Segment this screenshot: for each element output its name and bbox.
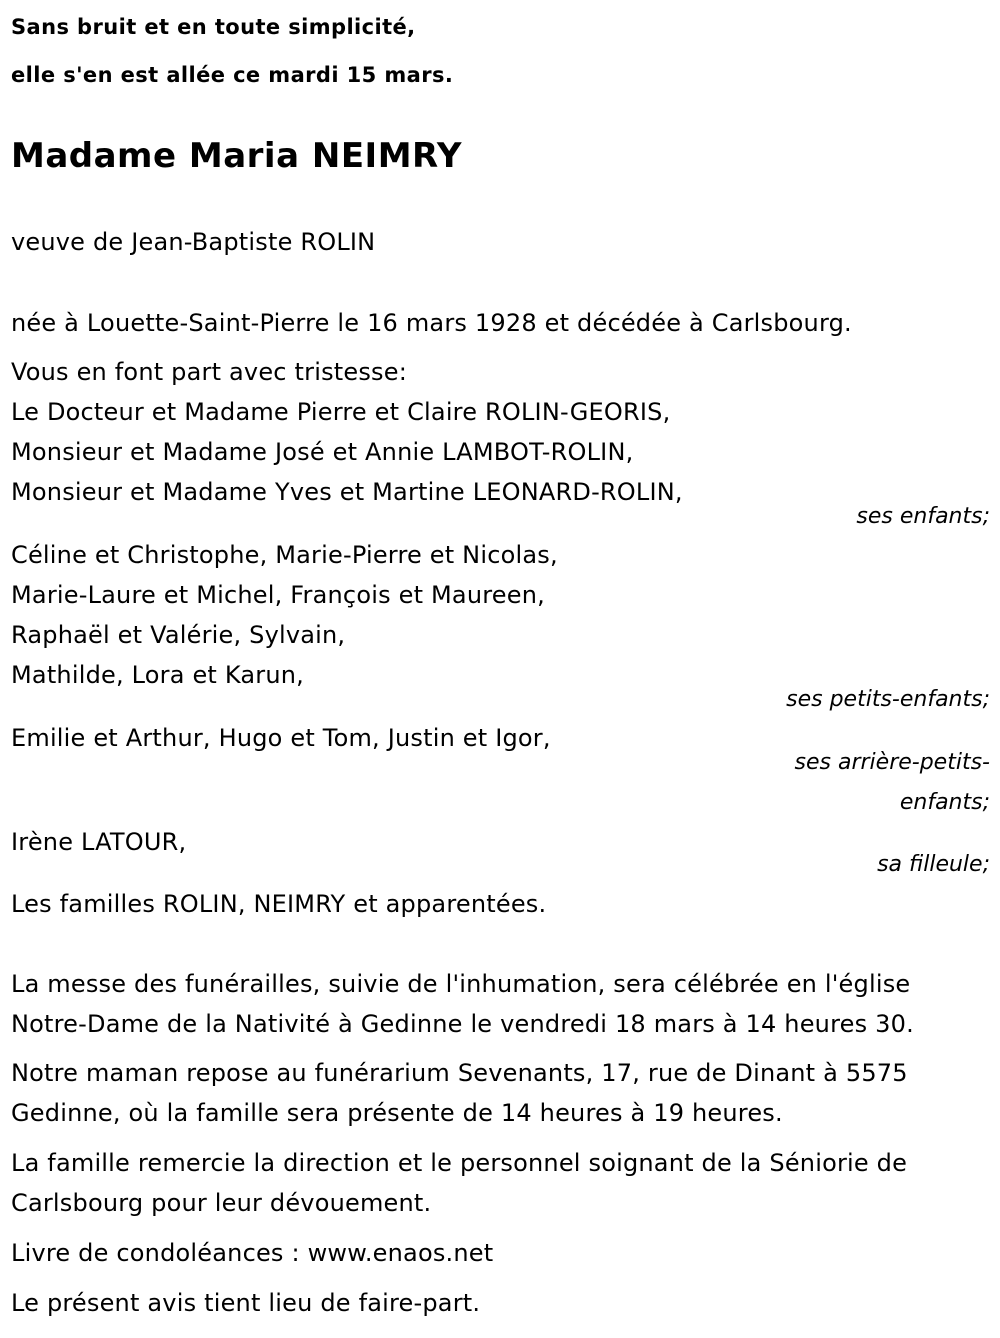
grandchild-line: Mathilde, Lora et Karun,: [11, 661, 305, 689]
thanks-line-1: La famille remercie la direction et le personnel soignant de la Séniorie de: [11, 1149, 908, 1177]
intro-line-1: Sans bruit et en toute simplicité,: [11, 15, 416, 39]
child-line: Monsieur et Madame Yves et Martine LEONARD-ROLIN,: [11, 478, 683, 506]
widow-of: veuve de Jean-Baptiste ROLIN: [11, 228, 376, 256]
great-grandchildren-role-1: ses arrière-petits-: [794, 750, 990, 775]
great-grandchildren-line: Emilie et Arthur, Hugo et Tom, Justin et Igor,: [11, 724, 551, 752]
grandchild-line: Céline et Christophe, Marie-Pierre et Nicolas,: [11, 541, 558, 569]
funeral-line-1: La messe des funérailles, suivie de l'inhumation, sera célébrée en l'église: [11, 970, 911, 998]
thanks-line-2: Carlsbourg pour leur dévouement.: [11, 1189, 432, 1217]
birth-death: née à Louette-Saint-Pierre le 16 mars 1928 et décédée à Carlsbourg.: [11, 309, 852, 337]
deceased-name: Madame Maria NEIMRY: [11, 136, 462, 176]
funeral-line-2: Notre-Dame de la Nativité à Gedinne le vendredi 18 mars à 14 heures 30.: [11, 1010, 914, 1038]
grandchild-line: Raphaël et Valérie, Sylvain,: [11, 621, 346, 649]
child-line: Monsieur et Madame José et Annie LAMBOT-ROLIN,: [11, 438, 634, 466]
children-role: ses enfants;: [856, 504, 990, 529]
great-grandchildren-role-2: enfants;: [899, 790, 990, 815]
closing-line: Le présent avis tient lieu de faire-part.: [11, 1289, 481, 1317]
rest-line-1: Notre maman repose au funérarium Sevenants, 17, rue de Dinant à 5575: [11, 1059, 908, 1087]
condolences-line: Livre de condoléances : www.enaos.net: [11, 1239, 494, 1267]
rest-line-2: Gedinne, où la famille sera présente de 14 heures à 19 heures.: [11, 1099, 783, 1127]
child-line: Le Docteur et Madame Pierre et Claire ROLIN-GEORIS,: [11, 398, 671, 426]
grandchild-line: Marie-Laure et Michel, François et Maureen,: [11, 581, 545, 609]
goddaughter-line: Irène LATOUR,: [11, 828, 187, 856]
announcement-intro: Vous en font part avec tristesse:: [11, 358, 408, 386]
families-line: Les familles ROLIN, NEIMRY et apparentées.: [11, 890, 547, 918]
goddaughter-role: sa filleule;: [877, 852, 990, 877]
intro-line-2: elle s'en est allée ce mardi 15 mars.: [11, 63, 454, 87]
grandchildren-role: ses petits-enfants;: [786, 687, 990, 712]
